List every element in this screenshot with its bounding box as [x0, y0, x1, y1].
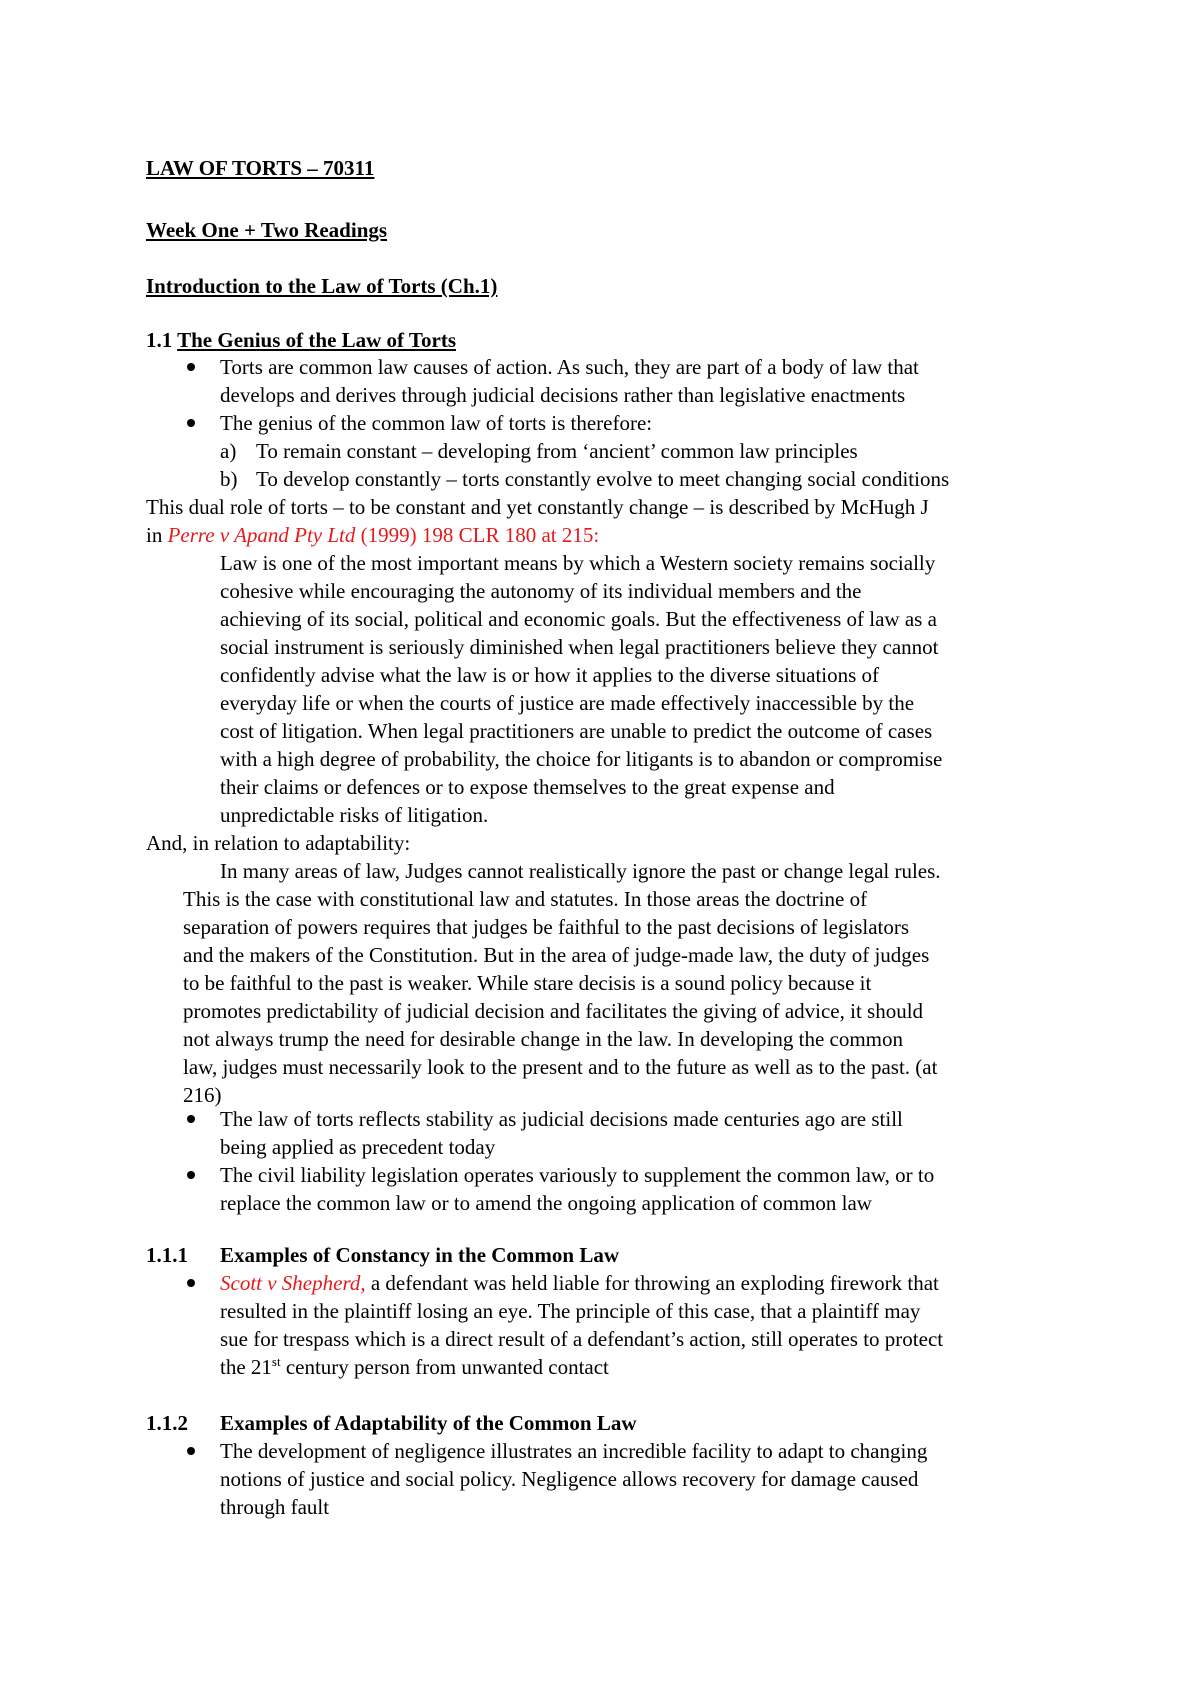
- quote-line: separation of powers requires that judges be faithful to the past decisions of legislators: [183, 915, 910, 939]
- text-line: being applied as precedent today: [220, 1135, 496, 1159]
- quote-line: 216): [183, 1083, 222, 1107]
- quote-line: achieving of its social, political and economic goals. But the effectiveness of law as a: [220, 607, 937, 631]
- text-line: [220, 1353, 943, 1381]
- text: a defendant was held liable for throwing an exploding firework that: [365, 1271, 939, 1295]
- bullet-icon: [187, 1447, 195, 1455]
- text: in: [146, 523, 168, 547]
- chapter-heading: Introduction to the Law of Torts (Ch.1): [146, 274, 498, 298]
- superscript: st: [271, 1354, 281, 1369]
- quote-line: everyday life or when the courts of justice are made effectively inaccessible by the: [220, 691, 915, 715]
- case-citation: (1999) 198 CLR 180 at 215:: [355, 523, 600, 547]
- quote-line: law, judges must necessarily look to the present and to the future as well as to the past. (at: [183, 1055, 938, 1079]
- bullet-icon: [187, 1171, 195, 1179]
- section-number-1-1-2: 1.1.2: [146, 1411, 188, 1435]
- quote-mchugh: [220, 549, 942, 829]
- quote-line: promotes predictability of judicial decision and facilitates the giving of advice, it should: [183, 999, 924, 1023]
- text-line: develops and derives through judicial decisions rather than legislative enactments: [220, 383, 906, 407]
- text: the 21: [220, 1355, 272, 1379]
- text-line: The law of torts reflects stability as judicial decisions made centuries ago are still: [220, 1107, 903, 1131]
- list-item-b: To develop constantly – torts constantly evolve to meet changing social conditions: [256, 467, 950, 491]
- section-heading-1-1: [146, 326, 456, 354]
- quote-line: This is the case with constitutional law and statutes. In those areas the doctrine of: [183, 887, 868, 911]
- quote-line: In many areas of law, Judges cannot realistically ignore the past or change legal rules.: [220, 859, 941, 883]
- quote-line: with a high degree of probability, the choice for litigants is to abandon or compromise: [220, 747, 943, 771]
- bullet-icon: [187, 363, 195, 371]
- bullet-icon: [187, 419, 195, 427]
- paragraph-citation: [146, 521, 599, 549]
- bullet-item-scott-v-shepherd: [220, 1269, 943, 1381]
- bullet-item-stability: [220, 1105, 903, 1161]
- section-number-1-1-1: 1.1.1: [146, 1243, 188, 1267]
- text-line: replace the common law or to amend the ongoing application of common law: [220, 1191, 872, 1215]
- list-label-b: b): [220, 467, 238, 491]
- case-name: Scott v Shepherd,: [220, 1271, 366, 1295]
- text-line: sue for trespass which is a direct result of a defendant’s action, still operates to protect: [220, 1327, 944, 1351]
- paragraph-dual-role: This dual role of torts – to be constant and yet constantly change – is described by McHugh J: [146, 495, 929, 519]
- quote-line: to be faithful to the past is weaker. While stare decisis is a sound policy because it: [183, 971, 872, 995]
- quote-line: unpredictable risks of litigation.: [220, 803, 489, 827]
- section-heading-1-1-2: Examples of Adaptability of the Common Law: [220, 1411, 637, 1435]
- quote-line: their claims or defences or to expose themselves to the great expense and: [220, 775, 835, 799]
- quote-line: confidently advise what the law is or how it applies to the diverse situations of: [220, 663, 880, 687]
- text-line: through fault: [220, 1495, 330, 1519]
- adaptability-intro: And, in relation to adaptability:: [146, 831, 411, 855]
- bullet-icon: [187, 1279, 195, 1287]
- document-subtitle: Week One + Two Readings: [146, 218, 388, 242]
- text-line: The civil liability legislation operates variously to supplement the common law, or to: [220, 1163, 935, 1187]
- quote-line: Law is one of the most important means by which a Western society remains socially: [220, 551, 936, 575]
- case-name: Perre v Apand Pty Ltd: [167, 523, 356, 547]
- section-heading-1-1-1: Examples of Constancy in the Common Law: [220, 1243, 620, 1267]
- quote-line: cohesive while encouraging the autonomy of its individual members and the: [220, 579, 862, 603]
- bullet-item-civil-liability: [220, 1161, 934, 1217]
- text-line: [220, 1269, 943, 1297]
- quote-line: not always trump the need for desirable change in the law. In developing the common: [183, 1027, 903, 1051]
- list-label-a: a): [220, 439, 237, 463]
- text-line: Torts are common law causes of action. As such, they are part of a body of law that: [220, 355, 919, 379]
- bullet-item-common-law: [220, 353, 919, 409]
- text-line: resulted in the plaintiff losing an eye. The principle of this case, that a plaintiff may: [220, 1299, 921, 1323]
- quote-line: social instrument is seriously diminished when legal practitioners believe they cannot: [220, 635, 939, 659]
- quote-line: and the makers of the Constitution. But in the area of judge-made law, the duty of judges: [183, 943, 930, 967]
- bullet-icon: [187, 1115, 195, 1123]
- list-item-a: To remain constant – developing from ‘ancient’ common law principles: [256, 439, 858, 463]
- section-number: 1.1: [146, 328, 178, 352]
- bullet-item-genius: The genius of the common law of torts is therefore:: [220, 411, 653, 435]
- document-title: LAW OF TORTS – 70311: [146, 156, 375, 180]
- text: century person from unwanted contact: [280, 1355, 609, 1379]
- section-title: The Genius of the Law of Torts: [177, 328, 456, 352]
- bullet-item-negligence: [220, 1437, 927, 1521]
- text-line: The development of negligence illustrates an incredible facility to adapt to changing: [220, 1439, 928, 1463]
- text-line: notions of justice and social policy. Negligence allows recovery for damage caused: [220, 1467, 919, 1491]
- quote-line: cost of litigation. When legal practitioners are unable to predict the outcome of cases: [220, 719, 933, 743]
- quote-adaptability: [183, 885, 937, 1109]
